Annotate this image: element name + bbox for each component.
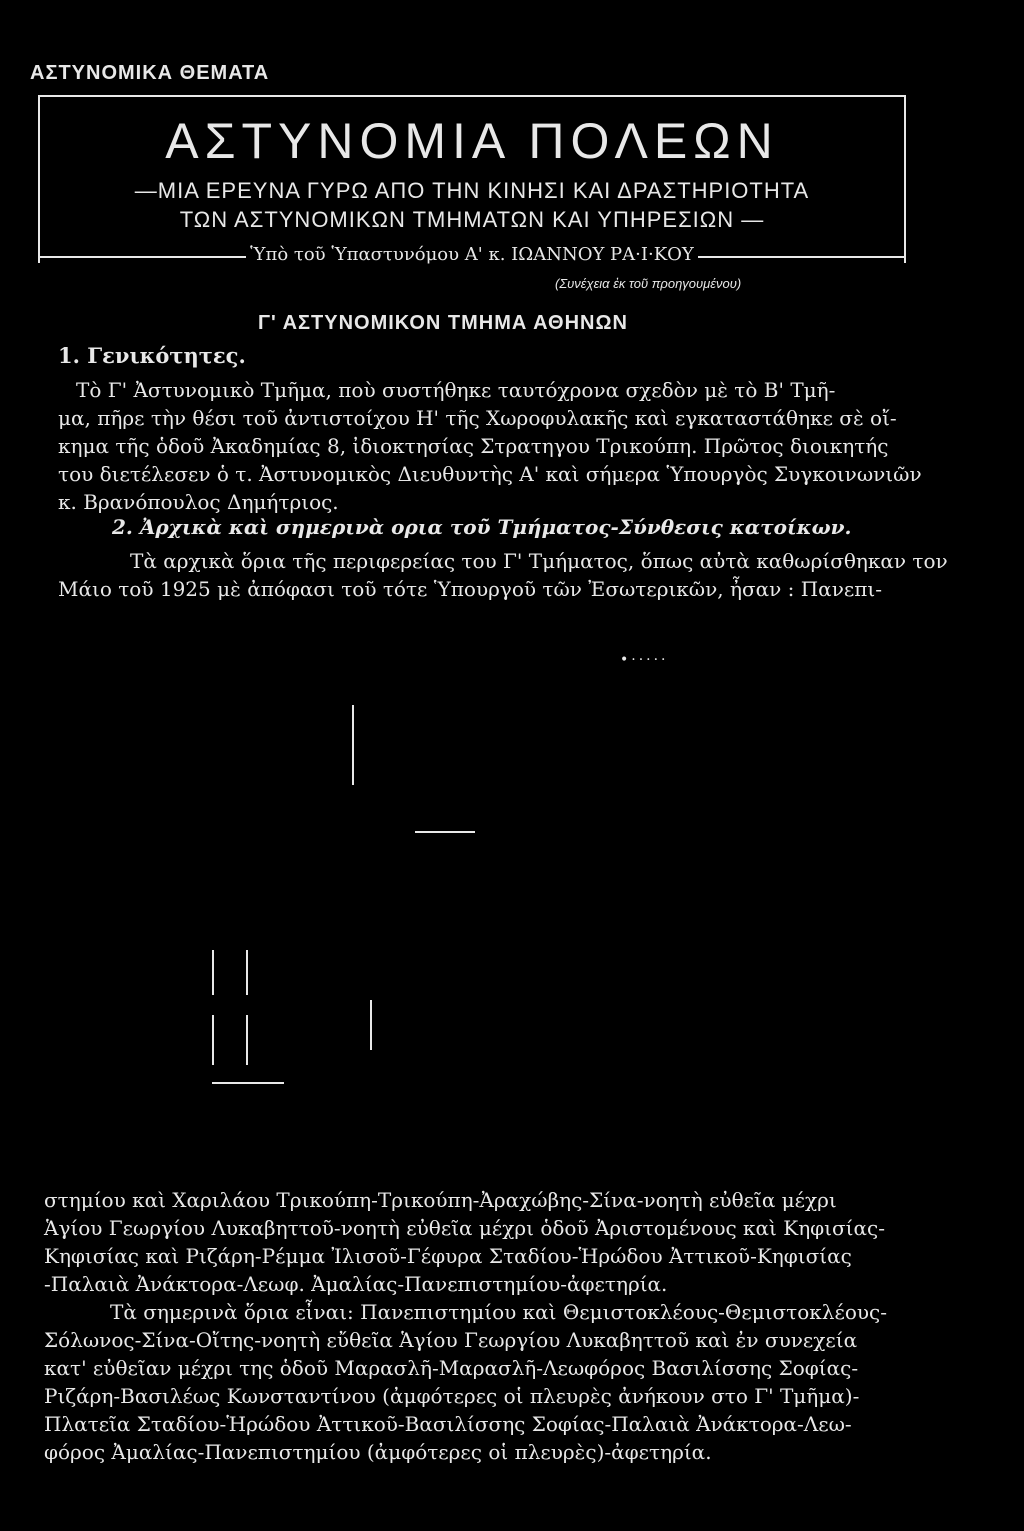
- map-dots: •·····: [620, 652, 669, 668]
- text-line: Τὰ αρχικὰ ὅρια τῆς περιφερείας του Γ' Τμήματος, ὅπως αὐτὰ καθωρίσθηκαν τον: [130, 549, 948, 573]
- map-line: [352, 705, 354, 785]
- continued-note: (Συνέχεια ἐκ τοῦ προηγουμένου): [555, 276, 742, 291]
- text-line: κημα τῆς ὁδοῦ Ἀκαδημίας 8, ἰδιοκτησίας Στρατηγου Τρικούπη. Πρῶτος διοικητής: [58, 434, 889, 458]
- text-line: του διετέλεσεν ὁ τ. Ἀστυνομικὸς Διευθυντὴς Α' καὶ σήμερα Ὑπουργὸς Συγκοινωνιῶν: [58, 462, 922, 486]
- text-line: μα, πῆρε τὴν θέσι τοῦ ἀντιστοίχου Η' τῆς Χωροφυλακῆς καὶ εγκαταστάθηκε σὲ οἴ-: [58, 406, 897, 430]
- map-line: [212, 1082, 284, 1084]
- section2-continuation: [44, 1186, 914, 1466]
- text-line: Τὸ Γ' Ἀστυνομικὸ Τμῆμα, ποὺ συστήθηκε ταυτόχρονα σχεδὸν μὲ τὸ Β' Τμῆ-: [76, 378, 836, 402]
- text-line: -Παλαιὰ Ἀνάκτορα-Λεωφ. Ἀμαλίας-Πανεπιστημίου-ἀφετηρία.: [44, 1272, 668, 1296]
- text-line: Πλατεῖα Σταδίου-Ἡρώδου Ἀττικοῦ-Βασιλίσσης Σοφίας-Παλαιὰ Ἀνάκτορα-Λεω-: [44, 1412, 852, 1436]
- text-line: κατ' εὐθεῖαν μέχρι της ὁδοῦ Μαρασλῆ-Μαρασλῆ-Λεωφόρος Βασιλίσσης Σοφίας-: [44, 1356, 859, 1380]
- text-line: Ἁγίου Γεωργίου Λυκαβηττοῦ-νοητὴ εὐθεῖα μέχρι ὁδοῦ Ἀριστομένους καὶ Κηφισίας-: [44, 1216, 885, 1240]
- text-line: Ριζάρη-Βασιλέως Κωνσταντίνου (ἀμφότερες οἱ πλευρὲς ἀνήκουν στο Γ' Τμῆμα)-: [44, 1384, 860, 1408]
- section1-body: [58, 376, 928, 516]
- map-line: [415, 831, 475, 833]
- section2-heading: 2. Ἀρχικὰ καὶ σημερινὰ ορια τοῦ Τμήματος-Σύνθεσις κατοίκων.: [112, 515, 852, 539]
- author-row: [38, 244, 906, 268]
- author-byline: Ὑπὸ τοῦ Ὑπαστυνόμου Α' κ. ΙΩΑΝΝΟΥ ΡΑ·Ι·ΚΟΥ: [246, 244, 698, 265]
- map-line: [370, 1000, 372, 1050]
- text-line: Σόλωνος-Σίνα-Οἴτης-νοητὴ εὔθεῖα Ἁγίου Γεωργίου Λυκαβηττοῦ καὶ ἐν συνεχεία: [44, 1328, 858, 1352]
- text-line: Κηφισίας καὶ Ριζάρη-Ρέμμα Ἰλισοῦ-Γέφυρα Σταδίου-Ἡρώδου Ἀττικοῦ-Κηφισίας: [44, 1244, 852, 1268]
- article-title: ΑΣΤΥΝΟΜΙΑ ΠΟΛΕΩΝ: [165, 113, 779, 169]
- text-line: κ. Βρανόπουλος Δημήτριος.: [58, 490, 339, 514]
- article-subtitle-line1: —ΜΙΑ ΕΡΕΥΝΑ ΓΥΡΩ ΑΠΟ ΤΗΝ ΚΙΝΗΣΙ ΚΑΙ ΔΡΑΣΤΗΡΙΟΤΗΤΑ: [134, 178, 810, 203]
- text-line: Μάιο τοῦ 1925 μὲ ἀπόφασι τοῦ τότε Ὑπουργοῦ τῶν Ἐσωτερικῶν, ἦσαν : Πανεπι-: [58, 577, 882, 601]
- map-line: [246, 950, 248, 995]
- text-line: στημίου καὶ Χαριλάου Τρικούπη-Τρικούπη-Ἀραχώβης-Σίνα-νοητὴ εὐθεῖα μέχρι: [44, 1188, 837, 1212]
- article-subtitle-line2: ΤΩΝ ΑΣΤΥΝΟΜΙΚΩΝ ΤΜΗΜΑΤΩΝ ΚΑΙ ΥΠΗΡΕΣΙΩΝ —: [179, 207, 765, 232]
- section-label: ΑΣΤΥΝΟΜΙΚΑ ΘΕΜΑΤΑ: [30, 62, 270, 84]
- text-line: Τὰ σημερινὰ ὅρια εἶναι: Πανεπιστημίου καὶ Θεμιστοκλέους-Θεμιστοκλέους-: [110, 1300, 887, 1324]
- map-line: [246, 1015, 248, 1065]
- map-line: [212, 950, 214, 995]
- map-line: [212, 1015, 214, 1065]
- section2-intro: [58, 547, 948, 603]
- text-line: φόρος Ἀμαλίας-Πανεπιστημίου (ἀμφότερες οἱ πλευρὲς)-ἀφετηρία.: [44, 1440, 712, 1464]
- department-heading: Γ' ΑΣΤΥΝΟΜΙΚΟΝ ΤΜΗΜΑ ΑΘΗΝΩΝ: [258, 312, 628, 334]
- section1-heading: 1. Γενικότητες.: [58, 343, 246, 368]
